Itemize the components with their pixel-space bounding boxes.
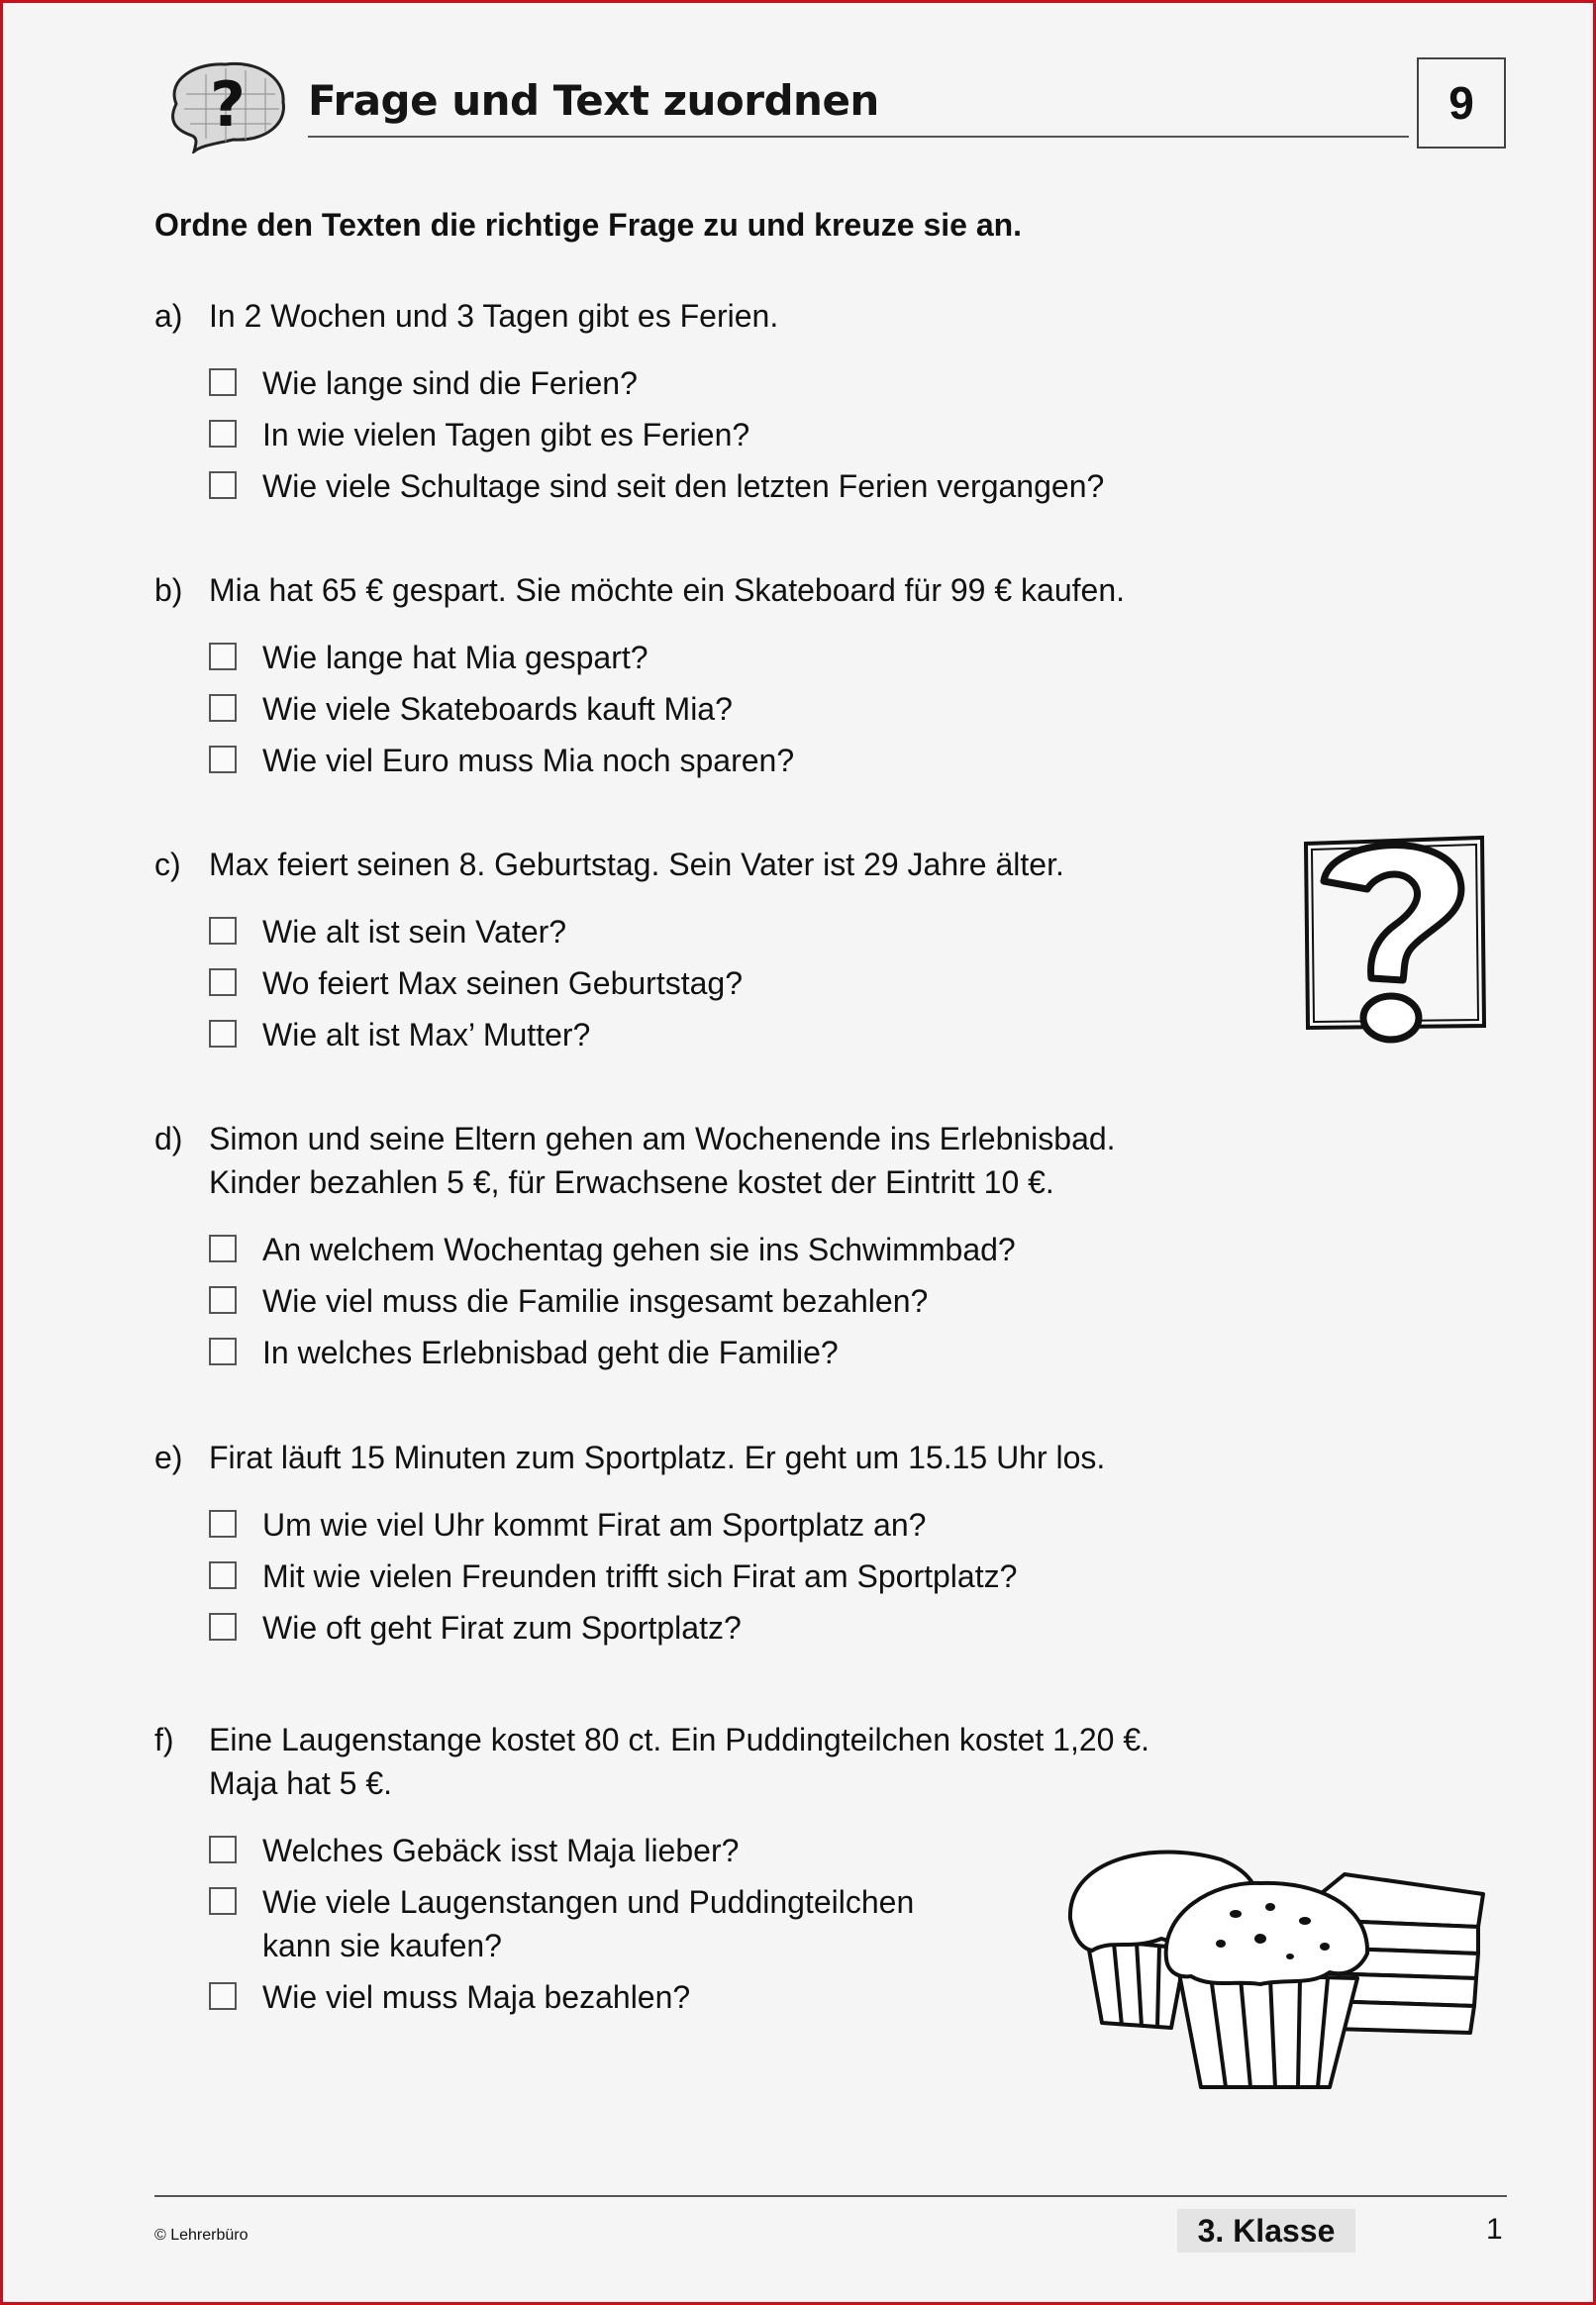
option-label-line-2: kann sie kaufen? — [262, 1928, 502, 1963]
option-label: Wie lange sind die Ferien? — [262, 365, 638, 401]
task-statement-line-2: Kinder bezahlen 5 €, für Erwachsene kostet der Eintritt 10 €. — [209, 1164, 1054, 1200]
answer-checkbox[interactable] — [209, 471, 237, 499]
answer-checkbox[interactable] — [209, 1982, 237, 2010]
answer-checkbox[interactable] — [209, 746, 237, 773]
instruction-text: Ordne den Texten die richtige Frage zu und kreuze sie an. — [154, 207, 1023, 243]
option-label: Wie viele Schultage sind seit den letzten Ferien vergangen? — [262, 468, 1105, 504]
option-label: Wie lange hat Mia gespart? — [262, 640, 648, 675]
task-statement: Mia hat 65 € gespart. Sie möchte ein Skateboard für 99 € kaufen. — [209, 572, 1126, 608]
answer-checkbox[interactable] — [209, 694, 237, 722]
option-label: Wie oft geht Firat zum Sportplatz? — [262, 1610, 742, 1646]
option-label: Wie viel muss Maja bezahlen? — [262, 1979, 691, 2015]
question-mark-box-icon — [1300, 830, 1488, 1052]
option-label: Wie alt ist Max’ Mutter? — [262, 1017, 591, 1052]
task-letter: e) — [154, 1440, 183, 1475]
svg-text:?: ? — [210, 68, 246, 141]
answer-checkbox[interactable] — [209, 1338, 237, 1365]
answer-checkbox[interactable] — [209, 917, 237, 945]
answer-checkbox[interactable] — [209, 420, 237, 448]
task-statement: Max feiert seinen 8. Geburtstag. Sein Vater ist 29 Jahre älter. — [209, 847, 1064, 882]
option-label: An welchem Wochentag gehen sie ins Schwimmbad? — [262, 1232, 1016, 1267]
task-letter: f) — [154, 1722, 174, 1757]
question-speech-bubble-icon — [156, 54, 295, 153]
option-label: Wo feiert Max seinen Geburtstag? — [262, 965, 743, 1001]
option-label: Welches Gebäck isst Maja lieber? — [262, 1833, 740, 1868]
task-letter: a) — [154, 298, 183, 334]
answer-checkbox[interactable] — [209, 1020, 237, 1048]
task-statement: Firat läuft 15 Minuten zum Sportplatz. Er geht um 15.15 Uhr los. — [209, 1440, 1106, 1475]
title-underline — [308, 136, 1409, 138]
option-label: Wie alt ist sein Vater? — [262, 914, 567, 950]
answer-checkbox[interactable] — [209, 1561, 237, 1589]
answer-checkbox[interactable] — [209, 1235, 237, 1262]
page-title: Frage und Text zuordnen — [308, 76, 879, 125]
option-label: In welches Erlebnisbad geht die Familie? — [262, 1335, 839, 1370]
page-number: 1 — [1486, 2213, 1503, 2246]
answer-checkbox[interactable] — [209, 1510, 237, 1538]
answer-checkbox[interactable] — [209, 968, 237, 996]
answer-checkbox[interactable] — [209, 1887, 237, 1915]
answer-checkbox[interactable] — [209, 1613, 237, 1641]
option-label: Wie viele Skateboards kauft Mia? — [262, 691, 733, 727]
task-letter: d) — [154, 1121, 183, 1156]
pastries-drawing — [1062, 1840, 1488, 2102]
answer-checkbox[interactable] — [209, 1836, 237, 1863]
task-statement-line-2: Maja hat 5 €. — [209, 1765, 392, 1801]
footer-rule — [154, 2195, 1507, 2197]
task-letter: c) — [154, 847, 181, 882]
copyright-text: © Lehrerbüro — [154, 2227, 249, 2244]
task-statement: In 2 Wochen und 3 Tagen gibt es Ferien. — [209, 298, 779, 334]
option-label: In wie vielen Tagen gibt es Ferien? — [262, 417, 750, 452]
class-level-badge: 3. Klasse — [1177, 2209, 1355, 2253]
task-letter: b) — [154, 572, 183, 608]
option-label: Um wie viel Uhr kommt Firat am Sportplatz an? — [262, 1507, 927, 1543]
task-statement: Simon und seine Eltern gehen am Wochenende ins Erlebnisbad. — [209, 1121, 1116, 1156]
answer-checkbox[interactable] — [209, 368, 237, 396]
option-label: Wie viel Euro muss Mia noch sparen? — [262, 743, 795, 778]
answer-checkbox[interactable] — [209, 1286, 237, 1314]
option-label: Wie viele Laugenstangen und Puddingteilchen — [262, 1884, 915, 1920]
answer-checkbox[interactable] — [209, 643, 237, 670]
worksheet-number-box: 9 — [1417, 57, 1506, 149]
task-statement: Eine Laugenstange kostet 80 ct. Ein Puddingteilchen kostet 1,20 €. — [209, 1722, 1149, 1757]
option-label: Wie viel muss die Familie insgesamt bezahlen? — [262, 1283, 929, 1319]
option-label: Mit wie vielen Freunden trifft sich Firat am Sportplatz? — [262, 1558, 1018, 1594]
